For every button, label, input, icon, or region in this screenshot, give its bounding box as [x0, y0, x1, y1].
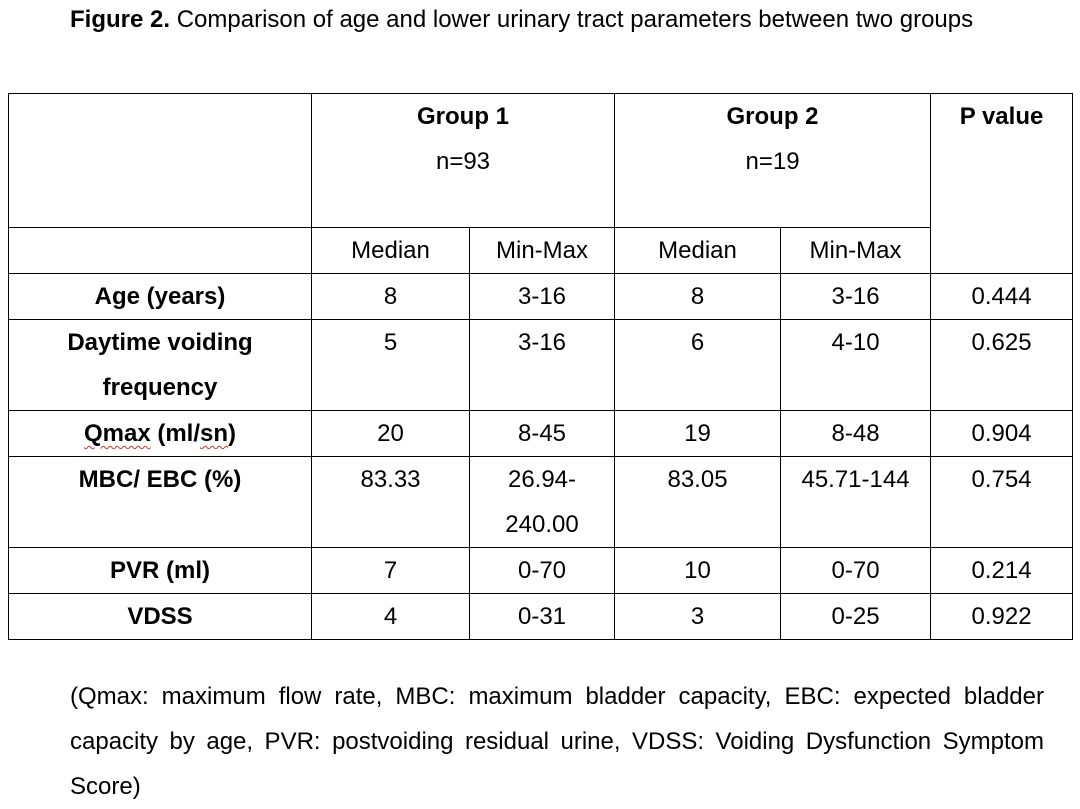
g1-range-cell: 3-16: [470, 274, 615, 320]
p-value-cell: 0.625: [931, 320, 1073, 411]
g1-range-cell: [470, 457, 615, 548]
footnote: (Qmax: maximum flow rate, MBC: maximum bladder capacity, EBC: expected bladder capacity by age, PVR: postvoiding residual urine, VDSS: Voiding Dysfunction Symptom Score): [70, 683, 1044, 800]
g2-median-cell: 3: [615, 594, 781, 640]
g2-median-cell: 6: [615, 320, 781, 411]
subheader-g2-median: Median: [615, 228, 781, 274]
table-row: [9, 457, 1073, 548]
g1-median-cell: 4: [312, 594, 470, 640]
figure-caption: Comparison of age and lower urinary tract parameters between two groups: [176, 6, 974, 33]
g2-median-cell: 19: [615, 411, 781, 457]
g2-range-cell: 0-25: [781, 594, 931, 640]
g2-range-cell: 0-70: [781, 548, 931, 594]
g2-median-cell: 8: [615, 274, 781, 320]
group-header-row: [9, 94, 1073, 228]
group-2-header: [615, 94, 931, 228]
table-row: [9, 274, 1073, 320]
g1-median-cell: 7: [312, 548, 470, 594]
group-1-name: Group 1: [417, 103, 510, 130]
row-label: MBC/ EBC (%): [9, 457, 312, 548]
comparison-table: [8, 93, 1073, 640]
g2-range-cell: 3-16: [781, 274, 931, 320]
g1-median-cell: 20: [312, 411, 470, 457]
g2-range-cell: 4-10: [781, 320, 931, 411]
subheader-row: [9, 228, 1073, 274]
g1-median-cell: 83.33: [312, 457, 470, 548]
g2-range-cell: 8-48: [781, 411, 931, 457]
g1-range-cell: 3-16: [470, 320, 615, 411]
g2-median-cell: 83.05: [615, 457, 781, 548]
spellcheck-word: Qmax: [83, 420, 151, 447]
subheader-g1-range: Min-Max: [470, 228, 615, 274]
row-label-line: Daytime voiding: [67, 329, 253, 356]
p-value-cell: 0.922: [931, 594, 1073, 640]
row-label: [9, 320, 312, 411]
figure-label: Figure 2.: [70, 6, 171, 33]
g2-range-cell: 45.71-144: [781, 457, 931, 548]
spellcheck-word: sn: [200, 420, 229, 447]
g1-median-cell: 8: [312, 274, 470, 320]
group-1-n: n=93: [435, 148, 491, 175]
p-value-cell: 0.904: [931, 411, 1073, 457]
g1-range-cell: 0-31: [470, 594, 615, 640]
row-label: VDSS: [9, 594, 312, 640]
range-line: 240.00: [505, 511, 579, 538]
row-label: PVR (ml): [9, 548, 312, 594]
group-1-header: [312, 94, 615, 228]
table-row: [9, 594, 1073, 640]
table-row: [9, 320, 1073, 411]
g1-median-cell: 5: [312, 320, 470, 411]
g2-median-cell: 10: [615, 548, 781, 594]
p-value-cell: 0.444: [931, 274, 1073, 320]
subheader-g1-median: Median: [312, 228, 470, 274]
p-value-header: P value: [931, 94, 1073, 274]
group-2-n: n=19: [745, 148, 800, 175]
figure-title: [70, 4, 973, 36]
row-label-line: frequency: [102, 374, 218, 401]
row-label: Age (years): [9, 274, 312, 320]
table-row: [9, 411, 1073, 457]
subheader-g2-range: Min-Max: [781, 228, 931, 274]
subheader-blank: [9, 228, 312, 274]
range-line: 26.94-: [507, 466, 577, 493]
table-row: [9, 548, 1073, 594]
g1-range-cell: 0-70: [470, 548, 615, 594]
row-label: [9, 411, 312, 457]
row-label-part: ): [228, 420, 237, 447]
group-2-name: Group 2: [726, 103, 819, 130]
g1-range-cell: 8-45: [470, 411, 615, 457]
p-value-cell: 0.754: [931, 457, 1073, 548]
row-label-part: (ml/: [150, 420, 201, 447]
p-value-cell: 0.214: [931, 548, 1073, 594]
corner-cell: [9, 94, 312, 228]
